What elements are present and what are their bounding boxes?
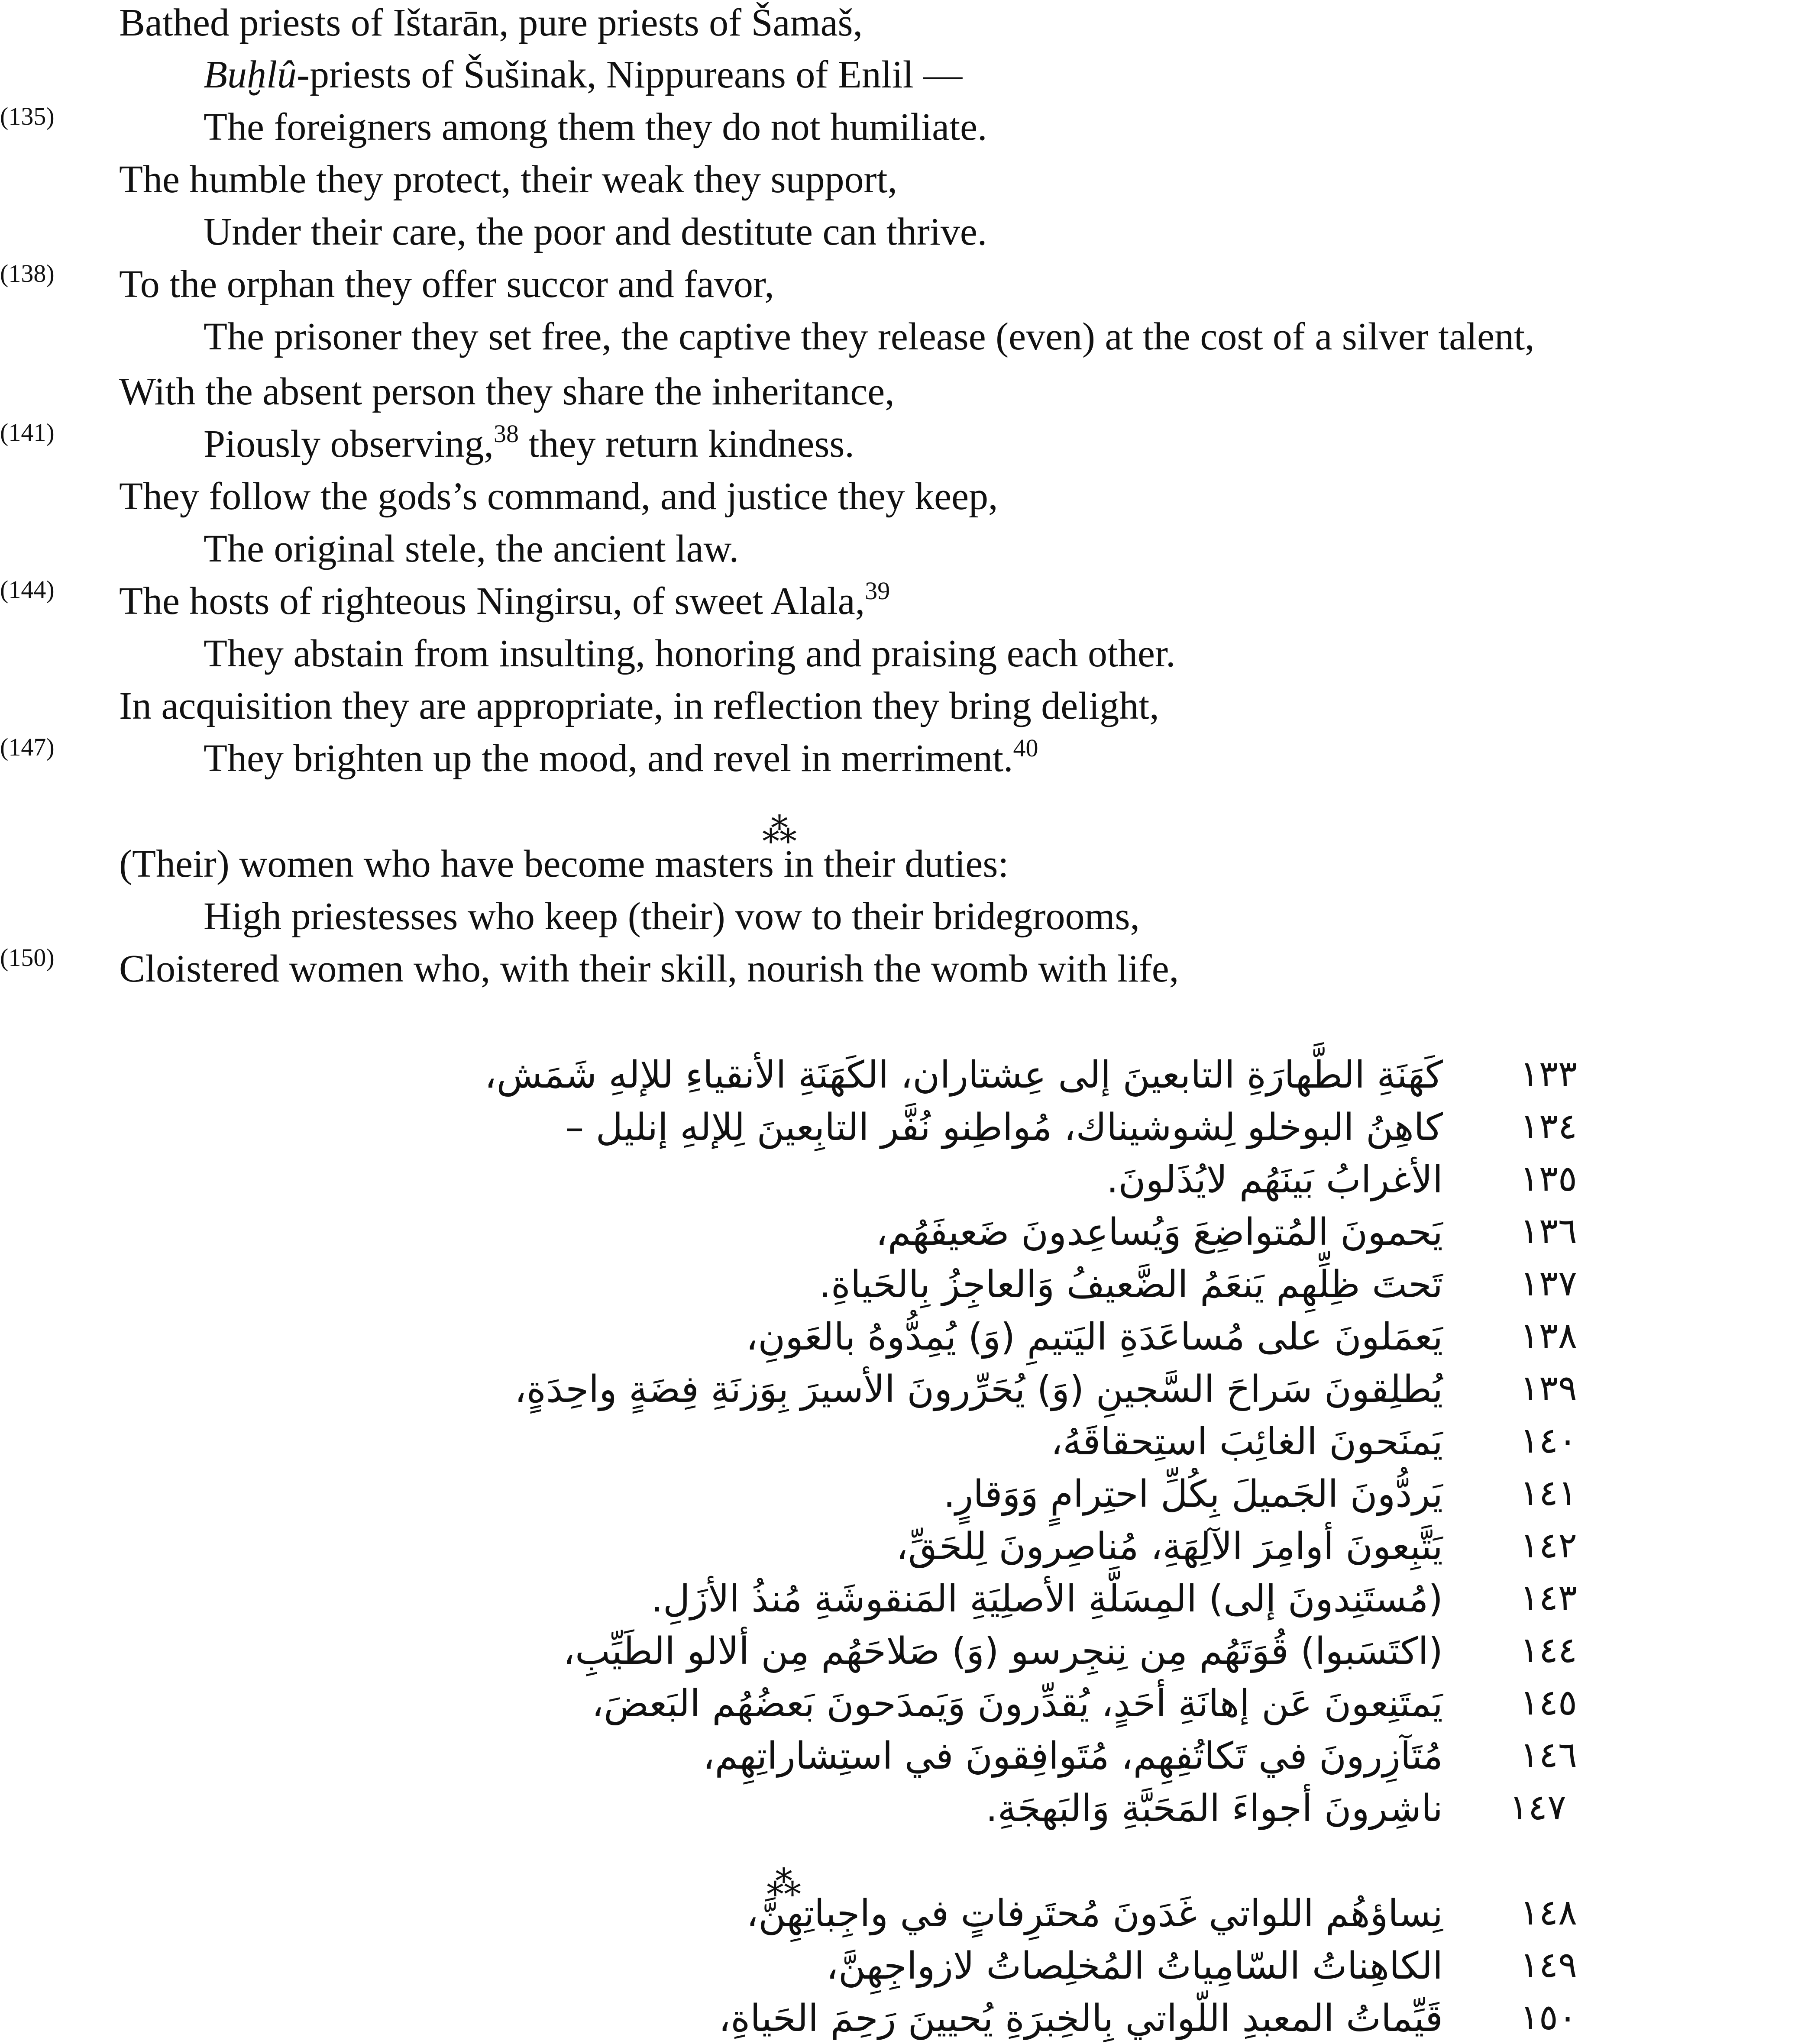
- arabic-line: الأغرابُ بَينَهُم لايُذَلونَ.: [1106, 1158, 1443, 1201]
- english-line: [119, 577, 890, 623]
- margin-line-number: (150): [0, 943, 55, 972]
- arabic-line-number: ١٣٧: [1520, 1263, 1577, 1304]
- arabic-line-number: ١٤٩: [1520, 1944, 1577, 1986]
- arabic-line: يُطلِقونَ سَراحَ السَّجينِ (وَ) يُحَرِّرونَ الأسيرَ بِوَزنَةِ فِضَةٍ واحِدَةٍ،: [514, 1368, 1443, 1411]
- english-line-text: they return kindness.: [519, 423, 854, 465]
- margin-line-number: (138): [0, 259, 55, 287]
- arabic-line: كاهِنُ البوخلو لِشوشيناك، مُواطِنو نُفَّر التابِعينَ لِلإلهِ إنليل –: [565, 1106, 1443, 1149]
- arabic-line-number: ١٣٨: [1520, 1315, 1577, 1356]
- arabic-line-number: ١٤٥: [1520, 1682, 1577, 1723]
- english-line-text: -priests of Šušinak, Nippureans of Enlil —: [296, 53, 963, 96]
- margin-line-number: (141): [0, 418, 55, 446]
- section-separator: ⁂: [762, 812, 793, 850]
- arabic-line-number: ١٤٧: [1509, 1787, 1566, 1828]
- italic-term: Buḫlû: [204, 53, 297, 96]
- arabic-line: يَحمونَ المُتواضِعَ وَيُساعِدونَ ضَعيفَهُم،: [876, 1211, 1443, 1254]
- margin-line-number: (147): [0, 733, 55, 761]
- arabic-line-number: ١٤٤: [1520, 1630, 1577, 1671]
- arabic-line-number: ١٤١: [1520, 1472, 1577, 1514]
- arabic-line-number: ١٣٥: [1520, 1158, 1577, 1199]
- english-line: The prisoner they set free, the captive they release (even) at the cost of a silver talent,: [204, 315, 1535, 358]
- arabic-line-number: ١٤٦: [1520, 1734, 1577, 1776]
- english-line: Under their care, the poor and destitute can thrive.: [204, 210, 987, 253]
- english-line-text: The hosts of righteous Ningirsu, of sweet Alala,: [119, 580, 865, 623]
- english-line: They follow the gods’s command, and justice they keep,: [119, 475, 998, 518]
- english-line: They abstain from insulting, honoring and praising each other.: [204, 632, 1176, 675]
- footnote-marker: 38: [494, 420, 519, 448]
- english-line: Cloistered women who, with their skill, nourish the womb with life,: [119, 947, 1179, 990]
- arabic-line: نِساؤهُم اللواتي غَدَونَ مُحتَرِفاتٍ في واجِباتِهِنَّ،: [746, 1892, 1443, 1935]
- english-line: [204, 55, 962, 94]
- english-line: [204, 734, 1038, 780]
- english-line: High priestesses who keep (their) vow to their bridegrooms,: [204, 895, 1140, 938]
- english-line: Bathed priests of Ištarān, pure priests of Šamaš,: [119, 1, 863, 44]
- english-line: (Their) women who have become masters in their duties:: [119, 843, 1009, 885]
- footnote-marker: 39: [865, 577, 890, 605]
- arabic-line: يَردُّونَ الجَميلَ بِكُلِّ احتِرامٍ وَوَقارٍ.: [943, 1472, 1443, 1516]
- arabic-line: تَحتَ ظِلِّهِم يَنعَمُ الضَّعيفُ وَالعاجِزُ بِالحَياةِ.: [819, 1263, 1443, 1306]
- arabic-line-number: ١٥٠: [1520, 1997, 1577, 2038]
- arabic-line: الكاهِناتُ السّامِياتُ المُخلِصاتُ لازواجِهِنَّ،: [826, 1944, 1443, 1988]
- arabic-line-number: ١٣٦: [1520, 1211, 1577, 1252]
- footnote-marker: 40: [1013, 734, 1038, 762]
- arabic-line: يَعمَلونَ على مُساعَدَةِ اليَتيمِ (وَ) يُمِدُّوهُ بالعَونِ،: [746, 1315, 1443, 1359]
- arabic-line-number: ١٣٩: [1520, 1368, 1577, 1409]
- english-line: The foreigners among them they do not humiliate.: [204, 106, 987, 149]
- arabic-line: قَيِّماتُ المعبدِ اللّواتي بِالخِبرَةِ يُحيينَ رَحِمَ الحَياةِ،: [718, 1997, 1443, 2040]
- english-line: The humble they protect, their weak they support,: [119, 158, 897, 201]
- english-line: The original stele, the ancient law.: [204, 527, 739, 570]
- arabic-line: ناشِرونَ أجواءَ المَحَبَّةِ وَالبَهجَةِ.: [986, 1787, 1443, 1830]
- arabic-line: يَمنَحونَ الغائِبَ استِحقاقَهُ،: [1051, 1420, 1443, 1463]
- arabic-line-number: ١٤٣: [1520, 1577, 1577, 1618]
- english-line: To the orphan they offer succor and favor,: [119, 263, 774, 306]
- arabic-line-number: ١٤٠: [1520, 1420, 1577, 1461]
- arabic-line-number: ١٤٢: [1520, 1525, 1577, 1566]
- arabic-line-number: ١٣٤: [1520, 1106, 1577, 1147]
- margin-line-number: (135): [0, 102, 55, 130]
- arabic-line: (مُستَنِدونَ إلى) المِسَلَّةِ الأصلِيَةِ المَنقوشَةِ مُنذُ الأزَلِ.: [651, 1577, 1443, 1621]
- english-line: In acquisition they are appropriate, in reflection they bring delight,: [119, 685, 1159, 727]
- margin-line-number: (144): [0, 575, 55, 604]
- arabic-line: (اكتَسَبوا) قُوَتَهُم مِن نِنجِرسو (وَ) صَلاحَهُم مِن ألالو الطَيِّبِ،: [563, 1630, 1443, 1673]
- english-line-text: Piously observing,: [204, 423, 494, 465]
- section-separator: ⁂: [766, 1865, 798, 1903]
- arabic-line: كَهَنَةِ الطَّهارَةِ التابعينَ إلى عِشتاران، الكَهَنَةِ الأنقياءِ للإلهِ شَمَش،: [484, 1053, 1443, 1097]
- arabic-line: يَتَّبِعونَ أوامِرَ الآلِهَةِ، مُناصِرونَ لِلحَقِّ،: [896, 1525, 1443, 1568]
- english-line: [204, 420, 854, 465]
- arabic-line: يَمتَنِعونَ عَن إهانَةِ أحَدٍ، يُقدِّرونَ وَيَمدَحونَ بَعضُهُم البَعضَ،: [592, 1682, 1443, 1725]
- english-line-text: They brighten up the mood, and revel in merriment.: [204, 737, 1013, 780]
- english-line: With the absent person they share the inheritance,: [119, 370, 895, 413]
- arabic-line-number: ١٤٨: [1520, 1892, 1577, 1933]
- arabic-line: مُتَآزِرونَ في تَكاتُفِهِم، مُتَوافِقونَ في استِشاراتِهِم،: [702, 1734, 1443, 1778]
- arabic-line-number: ١٣٣: [1520, 1053, 1577, 1095]
